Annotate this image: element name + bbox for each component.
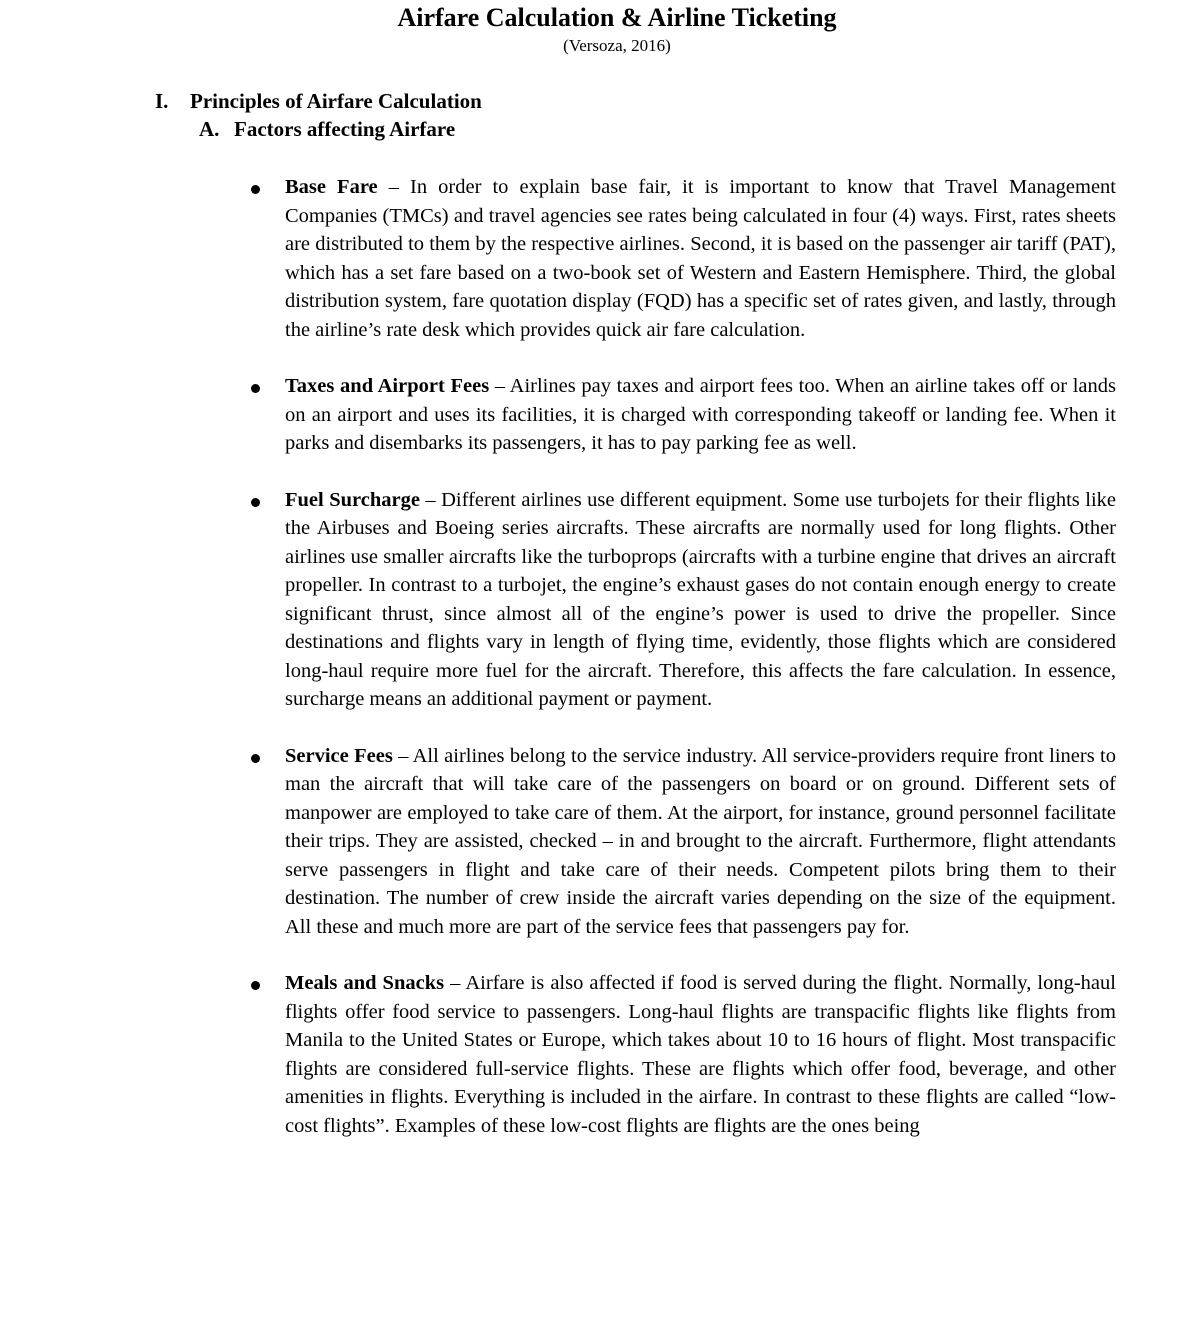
factor-description: – Airfare is also affected if food is served during the flight. Normally, long-haul flights offer food service to passengers. Long-haul flights are transpacific flights like flights from Manila to the United States or Europe, which takes about 10 to 16 hours of flight. Most transpacific flights are considered full-service flights. These are flights which offer food, beverage, and other amenities in flights. Everything is included in the airfare. In contrast to these flights are called “low-cost flights”. Examples of these low-cost flights are flights are the ones being [285,972,1116,1137]
factor-paragraph [285,969,1116,1140]
factor-item-meals-snacks [0,969,1116,1140]
factor-paragraph [285,486,1116,714]
bullet-icon [251,384,260,393]
factor-term: Fuel Surcharge [285,488,420,511]
factor-term: Taxes and Airport Fees [285,375,490,397]
factor-paragraph [285,372,1116,458]
bullet-icon [251,185,260,194]
factor-paragraph [285,173,1116,344]
document-citation: (Versoza, 2016) [563,36,671,55]
factor-term: Service Fees [285,744,393,767]
factor-item-fuel-surcharge [0,486,1116,714]
bullet-icon [251,498,260,507]
factor-description: – Different airlines use different equipment. Some use turbojets for their flights like the Airbuses and Boeing series aircrafts. These aircrafts are normally used for long flights. Other airlines use smaller aircrafts like the turboprops (aircrafts with a turbine engine that drives an aircraft propeller. In contrast to a turbojet, the engine’s exhaust gases do not contain enough energy to create significant thrust, since almost all of the engine’s power is used to drive the propeller. Since destinations and flights vary in length of flying time, evidently, those flights which are considered long-haul require more fuel for the aircraft. Therefore, this affects the fare calculation. In essence, surcharge means an additional payment or payment. [285,488,1116,710]
document-title: Airfare Calculation & Airline Ticketing [397,3,837,32]
section-heading-text: Principles of Airfare Calculation [190,89,482,113]
factor-description: – In order to explain base fair, it is important to know that Travel Management Companies (TMCs) and travel agencies see rates being calculated in four (4) ways. First, rates sheets are distributed to them by the respective airlines. Second, it is based on the passenger air tariff (PAT), which has a set fare based on a two-book set of Western and Eastern Hemisphere. Third, the global distribution system, fare quotation display (FQD) has a specific set of rates given, and lastly, through the airline’s rate desk which provides quick air fare calculation. [285,176,1117,341]
factor-item-base-fare [0,173,1116,344]
factor-term: Base Fare [285,176,378,198]
section-number: I. [155,89,169,113]
bullet-icon [251,981,260,990]
factor-paragraph [285,742,1116,942]
factor-item-service-fees [0,742,1116,942]
factor-description: – Airlines pay taxes and airport fees too. When an airline takes off or lands on an airport and uses its facilities, it is charged with corresponding takeoff or landing fee. When it parks and disembarks its passengers, it has to pay parking fee as well. [285,375,1116,454]
section-heading [155,88,482,114]
factor-item-taxes-airport-fees [0,372,1116,458]
subsection-letter: A. [199,117,220,141]
factor-description: – All airlines belong to the service industry. All service-providers require front liners to man the aircraft that will take care of the passengers on board or on ground. Different sets of manpower are employed to take care of them. At the airport, for instance, ground personnel facilitate their trips. They are assisted, checked – in and brought to the aircraft. Furthermore, flight attendants serve passengers in flight and take care of their needs. Competent pilots bring them to their destination. The number of crew inside the aircraft varies depending on the size of the equipment. All these and much more are part of the service fees that passengers pay for. [285,744,1116,938]
subsection-heading-text: Factors affecting Airfare [234,117,456,141]
factors-list [0,173,1116,1168]
factor-term: Meals and Snacks [285,972,445,994]
subsection-heading [199,116,455,142]
bullet-icon [251,754,260,763]
